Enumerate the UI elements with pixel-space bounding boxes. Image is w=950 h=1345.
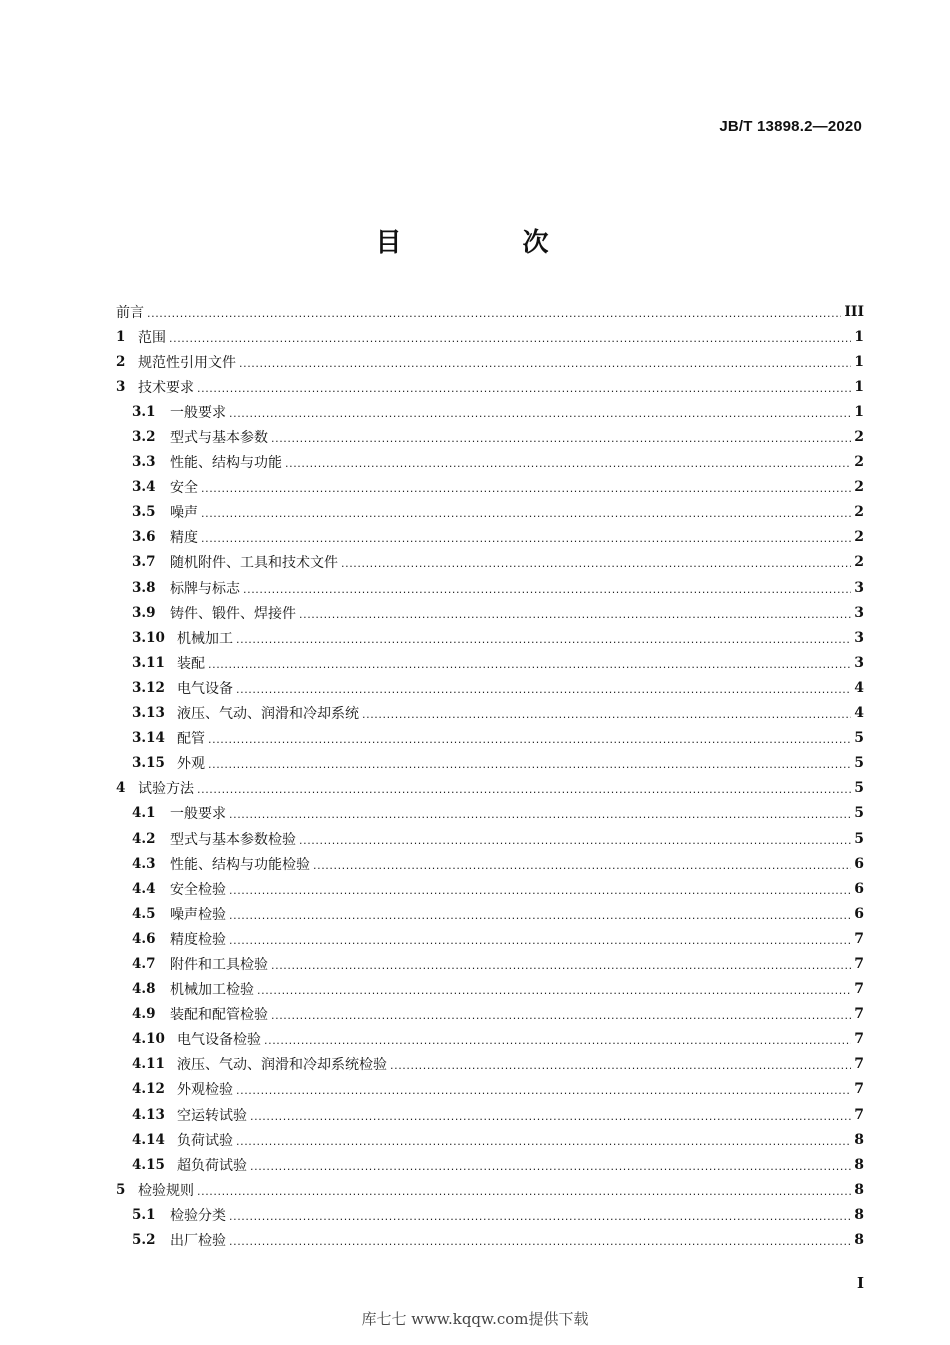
toc-leader-dots [197,379,851,393]
toc-entry-label: 范围 [138,329,166,346]
toc-entry-label: 检验分类 [170,1207,226,1224]
toc-entry[interactable] [116,977,864,1002]
toc-entry-page: 2 [854,429,864,446]
toc-entry-page: 5 [854,730,864,747]
toc-entry[interactable] [116,550,864,575]
toc-entry-page: 6 [854,855,864,872]
toc-entry-page: 5 [854,755,864,772]
toc-leader-dots [229,404,851,418]
toc-leader-dots [285,454,851,468]
toc-entry-label: 一般要求 [170,404,226,421]
toc-entry-number: 3.12 [132,679,165,696]
toc-leader-dots [229,931,851,945]
toc-leader-dots [229,906,851,920]
toc-entry-page: 2 [854,479,864,496]
toc-entry-label: 一般要求 [170,806,226,823]
toc-leader-dots [243,580,851,594]
toc-leader-dots [229,1232,851,1246]
toc-entry-number: 4.14 [132,1131,165,1148]
toc-entry-label: 出厂检验 [170,1233,226,1250]
toc-entry-label: 精度检验 [170,931,226,948]
toc-entry-page: 2 [854,454,864,471]
toc-leader-dots [271,1006,851,1020]
toc-entry-label: 装配和配管检验 [170,1007,268,1024]
toc-entry-number: 2 [116,353,126,370]
toc-entry[interactable] [116,851,864,876]
toc-entry-page: 7 [854,1006,864,1023]
toc-entry-label: 性能、结构与功能 [170,455,282,472]
toc-leader-dots [299,605,851,619]
toc-entry[interactable] [116,1202,864,1227]
toc-entry-number: 3 [116,378,126,395]
toc-entry[interactable] [116,475,864,500]
toc-entry-page: 1 [854,378,864,395]
toc-entry-number: 3.8 [132,579,156,596]
toc-entry-label: 机械加工检验 [170,982,254,999]
toc-entry-page: 8 [854,1156,864,1173]
toc-entry-page: 8 [854,1232,864,1249]
toc-entry-page: 2 [854,504,864,521]
toc-entry-number: 4.2 [132,830,156,847]
toc-entry-number: 3.9 [132,604,156,621]
toc-leader-dots [236,1081,851,1095]
toc-leader-dots [197,1182,851,1196]
toc-entry-page: 7 [854,1056,864,1073]
toc-entry[interactable] [116,324,864,349]
toc-leader-dots [250,1157,851,1171]
toc-entry[interactable] [116,826,864,851]
toc-entry-number: 4.13 [132,1106,165,1123]
toc-entry[interactable] [116,575,864,600]
toc-entry[interactable] [116,726,864,751]
toc-entry-label: 配管 [177,731,205,748]
toc-entry[interactable] [116,876,864,901]
toc-leader-dots [271,956,851,970]
toc-entry-label: 技术要求 [138,379,194,396]
toc-entry-label: 液压、气动、润滑和冷却系统检验 [177,1057,387,1074]
toc-entry[interactable] [116,675,864,700]
toc-entry-page: 1 [854,328,864,345]
toc-leader-dots [169,329,851,343]
toc-entry-number: 3.1 [132,403,156,420]
toc-leader-dots [201,504,851,518]
toc-entry-page: 2 [854,554,864,571]
toc-entry-label: 性能、结构与功能检验 [170,856,310,873]
toc-entry-label: 超负荷试验 [177,1157,247,1174]
toc-entry[interactable] [116,399,864,424]
toc-leader-dots [250,1107,851,1121]
toc-entry-label: 空运转试验 [177,1107,247,1124]
toc-entry-page: 2 [854,529,864,546]
toc-leader-dots [197,780,851,794]
toc-entry-number: 5 [116,1181,126,1198]
toc-entry[interactable] [116,1152,864,1177]
toc-entry-label: 附件和工具检验 [170,956,268,973]
toc-entry-number: 4 [116,780,126,797]
toc-entry[interactable] [116,1102,864,1127]
toc-entry-label: 型式与基本参数 [170,430,268,447]
toc-entry-page: 8 [854,1206,864,1223]
toc-entry-page: 3 [854,629,864,646]
toc-entry-page: 1 [854,403,864,420]
toc-entry-page: 7 [854,1081,864,1098]
toc-entry-page: 6 [854,905,864,922]
toc-entry[interactable] [116,525,864,550]
toc-entry-label: 外观 [177,756,205,773]
toc-leader-dots [236,680,851,694]
toc-leader-dots [147,304,841,318]
toc-entry-label: 负荷试验 [177,1132,233,1149]
toc-leader-dots [239,354,851,368]
toc-entry-page: 7 [854,955,864,972]
toc-entry[interactable] [116,776,864,801]
toc-leader-dots [208,755,851,769]
toc-entry-number: 4.7 [132,955,156,972]
toc-entry-page: 1 [854,353,864,370]
toc-leader-dots [271,429,851,443]
toc-entry-label: 检验规则 [138,1182,194,1199]
toc-entry-number: 3.5 [132,504,156,521]
toc-entry[interactable] [116,926,864,951]
toc-entry-label: 噪声 [170,505,198,522]
toc-entry[interactable] [116,450,864,475]
toc-entry-label: 安全 [170,480,198,497]
toc-entry-number: 3.7 [132,554,156,571]
toc-leader-dots [201,479,851,493]
toc-entry-page: 8 [854,1131,864,1148]
toc-leader-dots [229,1207,851,1221]
toc-entry-label: 安全检验 [170,881,226,898]
toc-entry-page: 5 [854,830,864,847]
toc-entry-label: 标牌与标志 [170,580,240,597]
table-of-contents [116,299,864,1253]
toc-entry[interactable] [116,1077,864,1102]
toc-entry[interactable] [116,951,864,976]
toc-entry-number: 3.4 [132,479,156,496]
toc-entry-number: 4.9 [132,1006,156,1023]
toc-entry-label: 噪声检验 [170,906,226,923]
toc-entry-label: 铸件、锻件、焊接件 [170,605,296,622]
toc-entry-number: 4.12 [132,1081,165,1098]
toc-entry-label: 试验方法 [138,781,194,798]
toc-entry-number: 3.11 [132,654,165,671]
toc-entry[interactable] [116,701,864,726]
toc-entry-number: 4.11 [132,1056,165,1073]
toc-entry-label: 精度 [170,530,198,547]
toc-entry-number: 3.3 [132,454,156,471]
toc-entry-number: 3.13 [132,705,165,722]
toc-entry-page: 4 [854,679,864,696]
toc-entry[interactable] [116,751,864,776]
toc-entry-number: 1 [116,328,126,345]
toc-entry-label: 装配 [177,655,205,672]
toc-leader-dots [229,805,851,819]
toc-entry-number: 5.2 [132,1232,156,1249]
toc-entry-number: 3.10 [132,629,165,646]
toc-entry-number: 4.15 [132,1156,165,1173]
toc-entry-number: 3.15 [132,755,165,772]
toc-entry[interactable] [116,1127,864,1152]
toc-entry-label: 电气设备检验 [177,1032,261,1049]
toc-entry[interactable] [116,801,864,826]
toc-entry-label: 随机附件、工具和技术文件 [170,555,338,572]
toc-entry-number: 4.10 [132,1031,165,1048]
toc-entry-number: 4.6 [132,930,156,947]
toc-entry-label: 前言 [116,304,144,321]
toc-entry-page: 3 [854,654,864,671]
toc-entry[interactable] [116,374,864,399]
toc-entry[interactable] [116,1227,864,1252]
toc-entry-number: 3.14 [132,730,165,747]
toc-entry-label: 型式与基本参数检验 [170,831,296,848]
toc-entry[interactable] [116,299,864,324]
toc-entry-number: 4.4 [132,880,156,897]
toc-entry-number: 5.1 [132,1206,156,1223]
toc-leader-dots [229,881,851,895]
toc-entry[interactable] [116,1002,864,1027]
toc-entry-page: III [844,303,864,320]
toc-entry-page: 3 [854,579,864,596]
toc-leader-dots [257,981,851,995]
toc-entry[interactable] [116,625,864,650]
toc-entry[interactable] [116,500,864,525]
toc-entry-page: 6 [854,880,864,897]
toc-leader-dots [264,1031,851,1045]
toc-entry-page: 3 [854,604,864,621]
toc-entry[interactable] [116,901,864,926]
toc-entry[interactable] [116,424,864,449]
toc-leader-dots [341,554,851,568]
toc-leader-dots [313,856,851,870]
toc-entry[interactable] [116,1027,864,1052]
toc-entry[interactable] [116,349,864,374]
toc-entry-page: 7 [854,930,864,947]
toc-entry[interactable] [116,1177,864,1202]
toc-leader-dots [362,705,851,719]
toc-leader-dots [201,529,851,543]
page-number: I [856,1274,864,1292]
toc-entry-page: 7 [854,1031,864,1048]
toc-entry-label: 电气设备 [177,680,233,697]
toc-leader-dots [208,655,851,669]
toc-entry[interactable] [116,600,864,625]
toc-entry-label: 规范性引用文件 [138,354,236,371]
toc-leader-dots [236,630,851,644]
toc-entry-page: 7 [854,981,864,998]
toc-entry-number: 4.1 [132,805,156,822]
toc-entry[interactable] [116,1052,864,1077]
toc-entry-page: 5 [854,805,864,822]
toc-entry-number: 4.8 [132,981,156,998]
toc-entry-page: 7 [854,1106,864,1123]
toc-entry-number: 4.3 [132,855,156,872]
standard-number: JB/T 13898.2—2020 [719,118,862,135]
download-footer: 库七七 www.kqqw.com提供下载 [361,1310,589,1328]
toc-leader-dots [236,1132,851,1146]
toc-leader-dots [208,730,851,744]
toc-entry-page: 5 [854,780,864,797]
toc-leader-dots [299,831,851,845]
page-title: 目 次 [375,228,605,258]
toc-entry-number: 4.5 [132,905,156,922]
toc-entry-label: 机械加工 [177,630,233,647]
toc-entry-number: 3.2 [132,429,156,446]
toc-entry-label: 外观检验 [177,1082,233,1099]
toc-leader-dots [390,1056,851,1070]
toc-entry[interactable] [116,650,864,675]
toc-entry-page: 8 [854,1181,864,1198]
toc-entry-label: 液压、气动、润滑和冷却系统 [177,706,359,723]
toc-entry-page: 4 [854,705,864,722]
toc-entry-number: 3.6 [132,529,156,546]
